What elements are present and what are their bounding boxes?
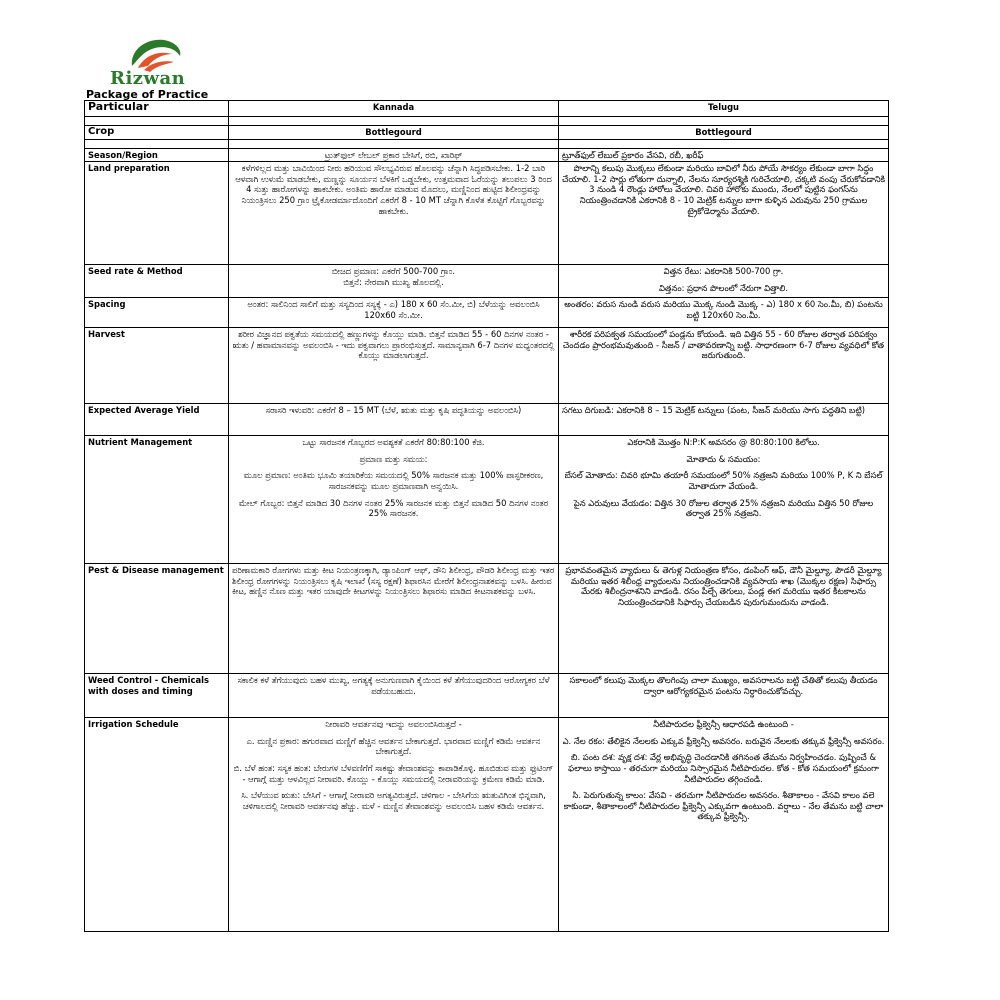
row-pest-disease [85,564,889,674]
nutrient-kannada [229,436,559,564]
yield-kannada: ಸರಾಸರಿ ಇಳುವರಿ: ಎಕರೆಗೆ 8 – 15 MT (ಬೆಳೆ, ಋತು ಮತ್ತು ಕೃಷಿ ಪದ್ಧತಿಯನ್ನು ಅವಲಂಬಿಸಿ) [229,404,559,436]
label-spacing: Spacing [85,298,229,328]
label-irrigation-schedule: Irrigation Schedule [85,718,229,932]
row-weed-control [85,674,889,718]
season-telugu: ట్రూత్‌ఫుల్ లేబుల్ ప్రకారం వేసవి, రబీ, ఖరీఫ్ [559,148,889,162]
irrigation-season-telugu: సి. పెరుగుతున్న కాలం: వేసవి - తరచుగా నీటిపారుదల అవసరం. శీతాకాలం - వేసవి కాలం వలె కాకుండా, శీతాకాలంలో నీటిపారుదల ఫ్రీక్వెన్సీ ఎక్కువగా ఉంటుంది. వర్షాలు - నేల తేమను బట్టి చాలా తక్కువ ఫ్రీక్వెన్సీ. [563,790,884,822]
irrigation-intro-kannada: ನೀರಾವರಿ ಆವರ್ತನವು ಇದನ್ನು ಅವಲಂಬಿಸಿರುತ್ತದೆ - [325,719,462,730]
label-harvest: Harvest [85,328,229,404]
spacing-kannada: ಅಂತರ: ಸಾಲಿನಿಂದ ಸಾಲಿಗೆ ಮತ್ತು ಸಸ್ಯದಿಂದ ಸಸ್ಯಕ್ಕೆ - ಎ) 180 x 60 ಸೆಂ.ಮೀ, ಬಿ) ಬೆಳೆಯನ್ನು ಅವಲಂಬಿಸಿ 120x60 ಸೆಂ.ಮೀ. [229,298,559,328]
land-kannada: ಕಳೆಗಳಿಲ್ಲದ ಮತ್ತು ಬಾವಿಯಿಂದ ನೀರು ಹರಿಯುವ ಸೌಲಭ್ಯವಿರುವ ಹೊಲವನ್ನು ಚೆನ್ನಾಗಿ ಸಿದ್ಧಪಡಿಸಬೇಕು. 1-2 ಬಾರಿ ಆಳವಾಗಿ ಉಳುಮೆ ಮಾಡಬೇಕು, ಮಣ್ಣನ್ನು ಸೂರ್ಯನ ಬೆಳಕಿಗೆ ಒಡ್ಡಬೇಕು, ಉತ್ತಮವಾದ ಓರೆಯನ್ನು ತಲುಪಲು 3 ರಿಂದ 4 ಸುತ್ತು ಹಾರೋಗಳನ್ನು ಹಾಕಬೇಕು. ಅಂತಿಮ ಹಾರೋ ಮಾಡುವ ಮೊದಲು, ಮಣ್ಣಿನಿಂದ ಹುಟ್ಟಿದ ಶಿಲೀಂಧ್ರವನ್ನು ನಿಯಂತ್ರಿಸಲು 250 ಗ್ರಾಂ ಟ್ರೈಕೋಡರ್ಮಾದೊಂದಿಗೆ ಎಕರೆಗೆ 8 - 10 MT ಚೆನ್ನಾಗಿ ಕೊಳೆತ ಕೊಟ್ಟಿಗೆ ಗೊಬ್ಬರವನ್ನು ಹಾಕಬೇಕು. [229,162,559,265]
nutrient-total-kannada: ಒಟ್ಟು ಸಾರಜನಕ ಗೊಬ್ಬರದ ಅವಶ್ಯಕತೆ ಎಕರೆಗೆ 80:80:100 ಕೆಜಿ. [302,437,485,448]
land-telugu: పొలాన్ని కలుపు మొక్కలు లేకుండా మరియు బావిలో నీరు పోయే సౌకర్యం లేకుండా బాగా సిద్ధం చేయాలి. 1-2 సార్లు లోతుగా దున్నాలి, నేలను సూర్యరశ్మికి గురిచేయాలి, చక్కటి వంపు చేరుకోవడానికి 3 నుండి 4 రౌండ్లు హారోలు వేయాలి. చివరి హారోకు ముందు, నేలలో పుట్టిన ఫంగస్‌ను నియంత్రించడానికి ఎకరానికి 8 - 10 మెట్రిక్ టన్నుల బాగా కుళ్ళిన ఎరువును 250 గ్రాముల ట్రైకోడెర్మాను వేయాలి. [559,162,889,265]
label-seed-rate: Seed rate & Method [85,265,229,298]
harvest-telugu: శారీరక పరిపక్వత సమయంలో పండ్లను కోయండి. ఇది విత్తిన 55 - 60 రోజుల తర్వాత పరిపక్వం చెందడం ప్రారంభమవుతుంది - సీజన్ / వాతావరణాన్ని బట్టి. సాధారణంగా 6-7 రోజుల వ్యవధిలో కోత జరుగుతుంది. [559,328,889,404]
package-of-practice-table [84,100,889,932]
nutrient-basal-telugu: బేసల్ మోతాదు: చివరి భూమి తయారీ సమయంలో 50% నత్రజని మరియు 100% P, K ని బేసల్ మోతాదుగా వేయండి. [564,470,883,491]
irrigation-intro-telugu: నీటిపారుదల ఫ్రీక్వెన్సీ ఆధారపడి ఉంటుంది - [653,719,794,730]
label-crop: Crop [85,126,229,140]
row-harvest [85,328,889,404]
header-telugu: Telugu [559,101,889,117]
nutrient-basal-kannada: ಮೂಲ ಪ್ರಮಾಣ: ಅಂತಿಮ ಭೂಮಿ ತಯಾರಿಕೆಯ ಸಮಯದಲ್ಲಿ 50% ಸಾರಜನಕ ಮತ್ತು 100% ಪಾಸ್ಫರೀಕರಣ, ಸಾರಜನಕವನ್ನು ಮೂಲ ಪ್ರಮಾಣವಾಗಿ ಅನ್ವಯಿಸಿ. [243,470,544,491]
row-expected-yield [85,404,889,436]
document-title: Package of Practice [86,88,209,101]
irrigation-soil-kannada: ಎ. ಮಣ್ಣಿನ ಪ್ರಕಾರ: ಹಗುರವಾದ ಮಣ್ಣಿಗೆ ಹೆಚ್ಚಿನ ಆವರ್ತನ ಬೇಕಾಗುತ್ತದೆ. ಭಾರವಾದ ಮಣ್ಣಿಗೆ ಕಡಿಮೆ ಆವರ್ತನ ಬೇಕಾಗುತ್ತದೆ. [246,735,541,757]
nutrient-telugu [559,436,889,564]
nutrient-total-telugu: ఎకరానికి మొత్తం N:P:K అవసరం @ 80:80:100 కిలోలు. [627,437,820,448]
irrigation-season-kannada: ಸಿ. ಬೆಳೆಯುವ ಋತು: ಬೇಸಿಗೆ - ಆಗಾಗ್ಗೆ ನೀರಾವರಿ ಅಗತ್ಯವಿರುತ್ತದೆ. ಚಳಿಗಾಲ - ಬೇಸಿಗೆಯ ಋತುವಿಗಿಂತ ಭಿನ್ನವಾಗಿ, ಚಳಿಗಾಲದಲ್ಲಿ ನೀರಾವರಿ ಆವರ್ತನವು ಹೆಚ್ಚು. ಮಳೆ - ಮಣ್ಣಿನ ತೇವಾಂಶವನ್ನು ಅವಲಂಬಿಸಿ ಬಹಳ ಕಡಿಮೆ ಆವರ್ತನ. [241,790,546,811]
seed-rate-kannada: ಬೀಜದ ಪ್ರಮಾಣ: ಎಕರೆಗೆ 500-700 ಗ್ರಾಂ. [331,266,456,277]
sowing-kannada: ಬಿತ್ತನೆ: ನೇರವಾಗಿ ಮುಖ್ಯ ಹೊಲದಲ್ಲಿ. [343,276,444,287]
header-kannada: Kannada [229,101,559,117]
crop-kannada: Bottlegourd [229,126,559,140]
pest-telugu: ప్రభావవంతమైన వ్యాధులు & తెగుళ్ల నియంత్రణ కోసం, డంపింగ్ ఆఫ్, డౌనీ మైల్డ్యూ, పౌడరీ మైల్డ్యూ మరియు ఇతర శిలీంధ్ర వ్యాధులను నియంత్రించడానికి వ్యవసాయ శాఖ (మొక్కల రక్షణ) సిఫార్సు మేరకు శిలీంద్రనాశనిని వాడండి. రసం పీల్చే తెగులు, పండ్ల ఈగ మరియు ఇతర కీటకాలను నియంత్రించడానికి సిఫార్సు చేయబడిన పురుగుమందును వాడండి. [559,564,889,674]
label-land-preparation: Land preparation [85,162,229,265]
label-pest-disease: Pest & Disease management [85,564,229,674]
nutrient-dose-telugu: మోతాదు & సమయం: [686,453,761,464]
header-particular: Particular [85,101,229,117]
table-header-row [85,101,889,117]
harvest-kannada: ಶರೀರ ವಿಜ್ಞಾನದ ಪಕ್ವತೆಯ ಸಮಯದಲ್ಲಿ ಹಣ್ಣುಗಳನ್ನು ಕೊಯ್ಲು ಮಾಡಿ. ಬಿತ್ತನೆ ಮಾಡಿದ 55 - 60 ದಿನಗಳ ನಂತರ - ಋತು / ಹವಾಮಾನವನ್ನು ಅವಲಂಬಿಸಿ - ಇದು ಪಕ್ವವಾಗಲು ಪ್ರಾರಂಭಿಸುತ್ತದೆ. ಸಾಮಾನ್ಯವಾಗಿ 6-7 ದಿನಗಳ ಮಧ್ಯಂತರದಲ್ಲಿ ಕೊಯ್ಲು ಮಾಡಲಾಗುತ್ತದೆ. [229,328,559,404]
nutrient-top-kannada: ಮೇಲ್ ಗೊಬ್ಬರ: ಬಿತ್ತನೆ ಮಾಡಿದ 30 ದಿನಗಳ ನಂತರ 25% ಸಾರಜನಕ ಮತ್ತು ಬಿತ್ತನೆ ಮಾಡಿದ 50 ದಿನಗಳ ನಂತರ 25% ಸಾರಜನಕ. [238,497,549,519]
spacer-row [85,139,889,148]
irrigation-stage-telugu: బి. పంట దశ: వృక్ష దశ: వేర్ల అభివృద్ధి చెందడానికి తగినంత తేమను నిర్వహించడం. పుష్పించే & ఫలాలు కాస్తాయి - తరచుగా మరియు నిస్సారమైన నీటిపారుదల. కోత - కోత సమయంలో క్రమంగా నీటిపారుదల తగ్గించండి. [568,752,879,784]
irrigation-telugu [559,718,889,932]
label-weed-control: Weed Control - Chemicals with doses and timing [85,674,229,718]
brand-logo [110,36,210,88]
row-nutrient-management [85,436,889,564]
label-nutrient-management: Nutrient Management [85,436,229,564]
nutrient-top-telugu: పైన ఎరువులు వేయడం: విత్తిన 30 రోజుల తర్వాత 25% నత్రజని మరియు విత్తిన 50 రోజుల తర్వాత 25% నత్రజని. [573,497,874,519]
row-season [85,148,889,162]
irrigation-stage-kannada: ಬಿ. ಬೆಳೆ ಹಂತ: ಸಸ್ಯಕ ಹಂತ: ಬೇರುಗಳ ಬೆಳವಣಿಗೆಗೆ ಸಾಕಷ್ಟು ತೇವಾಂಶವನ್ನು ಕಾಪಾಡಿಕೊಳ್ಳಿ. ಹೂಬಿಡುವ ಮತ್ತು ಫ್ರುಟಿಂಗ್ - ಆಗಾಗ್ಗೆ ಮತ್ತು ಆಳವಿಲ್ಲದ ನೀರಾವರಿ. ಕೊಯ್ಲು - ಕೊಯ್ಲು ಸಮಯದಲ್ಲಿ ನೀರಾವರಿಯನ್ನು ಕ್ರಮೇಣ ಕಡಿಮೆ ಮಾಡಿ. [233,762,554,784]
irrigation-kannada [229,718,559,932]
spacer-row [85,117,889,126]
row-seed-rate [85,265,889,298]
seed-rate-telugu: విత్తన రేటు: ఎకరానికి 500-700 గ్రా. [663,266,784,277]
irrigation-soil-telugu: ఎ. నేల రకం: తేలికైన నేలలకు ఎక్కువ ఫ్రీక్వెన్సీ అవసరం. బరువైన నేలలకు తక్కువ ఫ్రీక్వెన్సీ అవసరం. [562,735,885,746]
yield-telugu: సగటు దిగుబడి: ఎకరానికి 8 – 15 మెట్రిక్ టన్నులు (పంట, సీజన్ మరియు సాగు పద్ధతిని బట్టి) [559,404,889,436]
nutrient-dose-kannada: ಪ್ರಮಾಣ ಮತ್ತು ಸಮಯ: [359,453,428,464]
seed-kannada [229,265,559,298]
pest-kannada: ಪರಿಣಾಮಕಾರಿ ರೋಗಗಳು ಮತ್ತು ಕೀಟ ನಿಯಂತ್ರಣಕ್ಕಾಗಿ, ಡ್ಯಾಂಪಿಂಗ್ ಆಫ್, ಡೌನಿ ಶಿಲೀಂಧ್ರ, ಪೌಡರಿ ಶಿಲೀಂಧ್ರ ಮತ್ತು ಇತರ ಶಿಲೀಂಧ್ರ ರೋಗಗಳನ್ನು ನಿಯಂತ್ರಿಸಲು ಕೃಷಿ ಇಲಾಖೆ (ಸಸ್ಯ ರಕ್ಷಣೆ) ಶಿಫಾರಸಿನ ಮೇರೆಗೆ ಶಿಲೀಂಧ್ರನಾಶಕವನ್ನು ಬಳಸಿ. ಹೀರುವ ಕೀಟ, ಹಣ್ಣಿನ ನೊಣ ಮತ್ತು ಇತರ ಯಾವುದೇ ಕೀಟಗಳನ್ನು ನಿಯಂತ್ರಿಸಲು ಶಿಫಾರಸು ಮಾಡಿದ ಕೀಟನಾಶಕವನ್ನು ಬಳಸಿ. [229,564,559,674]
sowing-telugu: విత్తనం: ప్రధాన పొలంలో నేరుగా విత్తాలి. [658,282,789,293]
row-irrigation-schedule [85,718,889,932]
brand-name: Rizwan [110,68,186,89]
crop-telugu: Bottlegourd [559,126,889,140]
row-spacing [85,298,889,328]
seed-telugu [559,265,889,298]
season-kannada: ಟ್ರುತ್‌ಫುಲ್ ಲೇಬಲ್ ಪ್ರಕಾರ ಬೇಸಿಗೆ, ರಬಿ, ಖಾರಿಫ್ [229,148,559,162]
label-expected-yield: Expected Average Yield [85,404,229,436]
spacing-telugu: అంతరం: వరుస నుండి వరుస మరియు మొక్క నుండి మొక్క - ఎ) 180 x 60 సెం.మీ, బి) పంటను బట్టి 120x60 సెం.మీ. [559,298,889,328]
row-land-preparation [85,162,889,265]
weed-kannada: ಸಕಾಲಿಕ ಕಳೆ ತೆಗೆಯುವುದು ಬಹಳ ಮುಖ್ಯ, ಅಗತ್ಯಕ್ಕೆ ಅನುಗುಣವಾಗಿ ಕೈಯಿಂದ ಕಳೆ ತೆಗೆಯುವುದರಿಂದ ಆರೋಗ್ಯಕರ ಬೆಳೆ ಪಡೆಯಬಹುದು. [229,674,559,718]
weed-telugu: సకాలంలో కలుపు మొక్కల తొలగింపు చాలా ముఖ్యం, అవసరాలను బట్టి చేతితో కలుపు తీయడం ద్వారా ఆరోగ్యకరమైన పంటను నిర్ధారించుకోవచ్చు. [559,674,889,718]
row-crop [85,126,889,140]
label-season: Season/Region [85,148,229,162]
